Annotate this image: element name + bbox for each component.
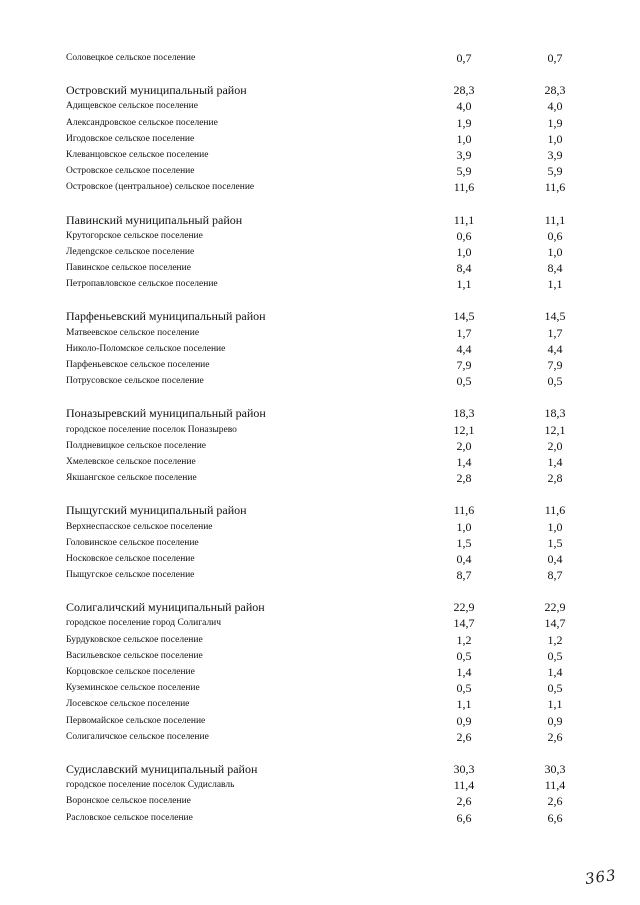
row-name: городское поселение поселок Судиславль [66, 780, 235, 791]
row-value-2: 18,3 [544, 406, 566, 421]
row-name: Соловецкое сельское поселение [66, 53, 196, 63]
row-name: Павинский муниципальный район [66, 212, 243, 227]
settlement-row [0, 810, 640, 826]
row-value-2: 0,7 [547, 51, 563, 65]
row-name: городское поселение город Солигалич [66, 618, 222, 629]
row-value-1: 2,6 [456, 794, 472, 809]
row-name: Бурдуковское сельское поселение [66, 634, 203, 645]
settlement-row [0, 567, 640, 583]
settlement-row [0, 179, 640, 195]
row-name: Васильевское сельское поселение [66, 650, 203, 661]
settlement-row [0, 664, 640, 680]
row-name: Парфеньевское сельское поселение [66, 360, 210, 370]
row-value-2: 1,7 [547, 325, 563, 340]
row-value-1: 0,7 [456, 51, 472, 65]
row-value-2: 0,6 [547, 228, 563, 243]
row-value-1: 8,7 [456, 568, 472, 583]
row-name: Ледengское сельское поселение [66, 246, 195, 257]
settlement-row [0, 98, 640, 114]
district-row [0, 405, 640, 421]
row-name: Куземинское сельское поселение [66, 683, 200, 694]
row-value-2: 1,5 [547, 535, 563, 550]
table-group [0, 502, 640, 583]
row-name: Островское (центральное) сельское поселение [66, 182, 255, 193]
district-row [0, 502, 640, 518]
row-name: Хмелевское сельское поселение [66, 456, 196, 467]
row-value-1: 1,0 [456, 131, 472, 146]
row-name: Солигаличское сельское поселение [66, 731, 209, 742]
row-value-1: 1,4 [456, 665, 472, 679]
settlement-row [0, 422, 640, 438]
settlement-row [0, 50, 640, 66]
settlement-row [0, 632, 640, 648]
row-value-1: 7,9 [456, 358, 472, 372]
row-value-2: 11,6 [544, 503, 566, 518]
row-value-1: 3,9 [456, 147, 472, 162]
row-value-1: 1,4 [456, 454, 472, 469]
row-value-2: 1,2 [547, 632, 563, 647]
row-value-2: 2,0 [547, 438, 563, 453]
settlement-row [0, 276, 640, 292]
row-value-1: 5,9 [456, 164, 472, 179]
settlement-row [0, 551, 640, 567]
settlement-row [0, 325, 640, 341]
row-value-1: 28,3 [453, 83, 475, 98]
row-name: Головинское сельское поселение [66, 537, 199, 548]
settlement-row [0, 115, 640, 131]
row-value-1: 22,9 [453, 600, 475, 615]
row-name: Поназыревский муниципальный район [66, 406, 266, 421]
row-value-2: 2,6 [547, 794, 563, 809]
settlement-row [0, 615, 640, 631]
row-name: Лосевское сельское поселение [66, 699, 190, 710]
row-value-1: 6,6 [456, 810, 472, 825]
settlement-row [0, 357, 640, 373]
row-name: Солигаличский муниципальный район [66, 600, 265, 615]
settlement-row [0, 438, 640, 454]
row-value-2: 11,4 [544, 778, 566, 793]
row-value-1: 1,1 [456, 697, 472, 712]
row-value-2: 0,5 [547, 374, 563, 389]
row-value-2: 8,4 [547, 261, 563, 276]
row-value-1: 0,6 [456, 228, 472, 243]
settlement-row [0, 131, 640, 147]
row-value-2: 0,5 [547, 681, 563, 696]
row-value-2: 8,7 [547, 568, 563, 583]
row-value-2: 3,9 [547, 147, 563, 162]
row-value-1: 11,1 [453, 212, 475, 227]
row-value-2: 0,5 [547, 648, 563, 663]
district-row [0, 761, 640, 777]
row-value-2: 4,0 [547, 99, 563, 114]
district-row [0, 308, 640, 324]
row-value-1: 8,4 [456, 261, 472, 276]
settlement-row [0, 244, 640, 260]
row-value-1: 0,5 [456, 681, 472, 696]
row-name: Петропавловское сельское поселение [66, 279, 218, 290]
settlement-row [0, 341, 640, 357]
row-name: Александровское сельское поселение [66, 117, 218, 128]
row-name: Крутогорское сельское поселение [66, 230, 203, 241]
row-value-2: 11,6 [544, 180, 566, 195]
settlement-row [0, 535, 640, 551]
settlement-row [0, 777, 640, 793]
row-name: Пыщугский муниципальный район [66, 503, 247, 518]
row-value-2: 1,1 [547, 277, 563, 292]
settlement-row [0, 454, 640, 470]
row-value-2: 28,3 [544, 83, 566, 98]
district-row [0, 212, 640, 228]
settlement-row [0, 228, 640, 244]
row-value-1: 2,0 [456, 438, 472, 453]
row-name: Расловское сельское поселение [66, 812, 193, 823]
row-name: Клеванцовское сельское поселение [66, 149, 209, 160]
row-value-1: 14,7 [453, 616, 475, 631]
row-value-2: 11,1 [544, 212, 566, 227]
row-name: Воронское сельское поселение [66, 796, 191, 807]
row-name: Верхнеспасское сельское поселение [66, 521, 213, 532]
settlement-row [0, 729, 640, 745]
row-name: Судиславский муниципальный район [66, 761, 258, 776]
table-group [0, 599, 640, 745]
row-value-2: 1,0 [547, 519, 563, 534]
row-name: Якшангское сельское поселение [66, 473, 197, 484]
row-name: Пыщугское сельское поселение [66, 570, 195, 581]
row-value-1: 1,0 [456, 519, 472, 534]
settlement-row [0, 648, 640, 664]
row-name: Первомайское сельское поселение [66, 715, 206, 726]
row-value-2: 1,0 [547, 244, 563, 259]
row-value-2: 4,4 [547, 341, 563, 356]
row-value-2: 1,4 [547, 454, 563, 469]
page-number-handwritten: 363 [583, 865, 618, 889]
row-value-1: 12,1 [453, 422, 475, 437]
row-name: Николо-Поломское сельское поселение [66, 343, 226, 354]
row-value-1: 11,6 [453, 503, 475, 518]
settlement-row [0, 713, 640, 729]
row-name: Островское сельское поселение [66, 166, 195, 177]
row-value-1: 18,3 [453, 406, 475, 421]
row-value-1: 4,4 [456, 341, 472, 356]
settlement-row [0, 260, 640, 276]
budget-table [0, 50, 640, 842]
row-value-2: 2,8 [547, 471, 563, 486]
row-name: городское поселение поселок Поназырево [66, 424, 237, 435]
row-value-2: 12,1 [544, 422, 566, 437]
table-group [0, 212, 640, 293]
row-value-1: 0,5 [456, 374, 472, 389]
settlement-row [0, 470, 640, 486]
row-value-1: 4,0 [456, 99, 472, 114]
settlement-row [0, 519, 640, 535]
row-name: Корцовское сельское поселение [66, 667, 195, 677]
row-value-2: 1,9 [547, 115, 563, 130]
row-name: Игодовское сельское поселение [66, 133, 195, 144]
row-value-2: 14,5 [544, 309, 566, 324]
row-value-1: 14,5 [453, 309, 475, 324]
settlement-row [0, 680, 640, 696]
table-group [0, 50, 640, 66]
table-group [0, 761, 640, 826]
row-value-2: 1,4 [547, 665, 563, 679]
settlement-row [0, 163, 640, 179]
row-value-1: 1,7 [456, 325, 472, 340]
row-name: Островский муниципальный район [66, 83, 247, 98]
row-name: Носковское сельское поселение [66, 553, 195, 564]
table-group [0, 308, 640, 389]
row-value-1: 1,2 [456, 632, 472, 647]
row-name: Парфеньевский муниципальный район [66, 309, 266, 324]
row-value-2: 22,9 [544, 600, 566, 615]
row-value-2: 2,6 [547, 729, 563, 744]
row-value-1: 0,9 [456, 713, 472, 728]
row-value-1: 2,8 [456, 471, 472, 486]
row-value-1: 0,5 [456, 648, 472, 663]
row-value-1: 2,6 [456, 729, 472, 744]
row-value-1: 11,4 [453, 778, 475, 793]
row-name: Потрусовское сельское поселение [66, 376, 204, 387]
row-value-2: 1,0 [547, 131, 563, 146]
row-value-1: 1,0 [456, 244, 472, 259]
row-value-2: 14,7 [544, 616, 566, 631]
row-value-1: 1,1 [456, 277, 472, 292]
settlement-row [0, 147, 640, 163]
row-value-1: 30,3 [453, 761, 475, 776]
row-value-2: 6,6 [547, 810, 563, 825]
row-name: Полдневицкое сельское поселение [66, 440, 206, 451]
table-group [0, 82, 640, 195]
table-group [0, 405, 640, 486]
row-value-2: 0,9 [547, 713, 563, 728]
row-value-1: 1,5 [456, 535, 472, 550]
row-name: Павинское сельское поселение [66, 263, 191, 274]
row-value-2: 7,9 [547, 358, 563, 372]
settlement-row [0, 793, 640, 809]
settlement-row [0, 373, 640, 389]
district-row [0, 82, 640, 98]
row-value-1: 1,9 [456, 115, 472, 130]
settlement-row [0, 696, 640, 712]
row-value-2: 5,9 [547, 164, 563, 179]
row-name: Матвеевское сельское поселение [66, 327, 200, 338]
row-value-1: 11,6 [453, 180, 475, 195]
row-value-1: 0,4 [456, 551, 472, 566]
row-value-2: 30,3 [544, 761, 566, 776]
row-value-2: 1,1 [547, 697, 563, 712]
row-name: Адищевское сельское поселение [66, 101, 198, 112]
row-value-2: 0,4 [547, 551, 563, 566]
district-row [0, 599, 640, 615]
